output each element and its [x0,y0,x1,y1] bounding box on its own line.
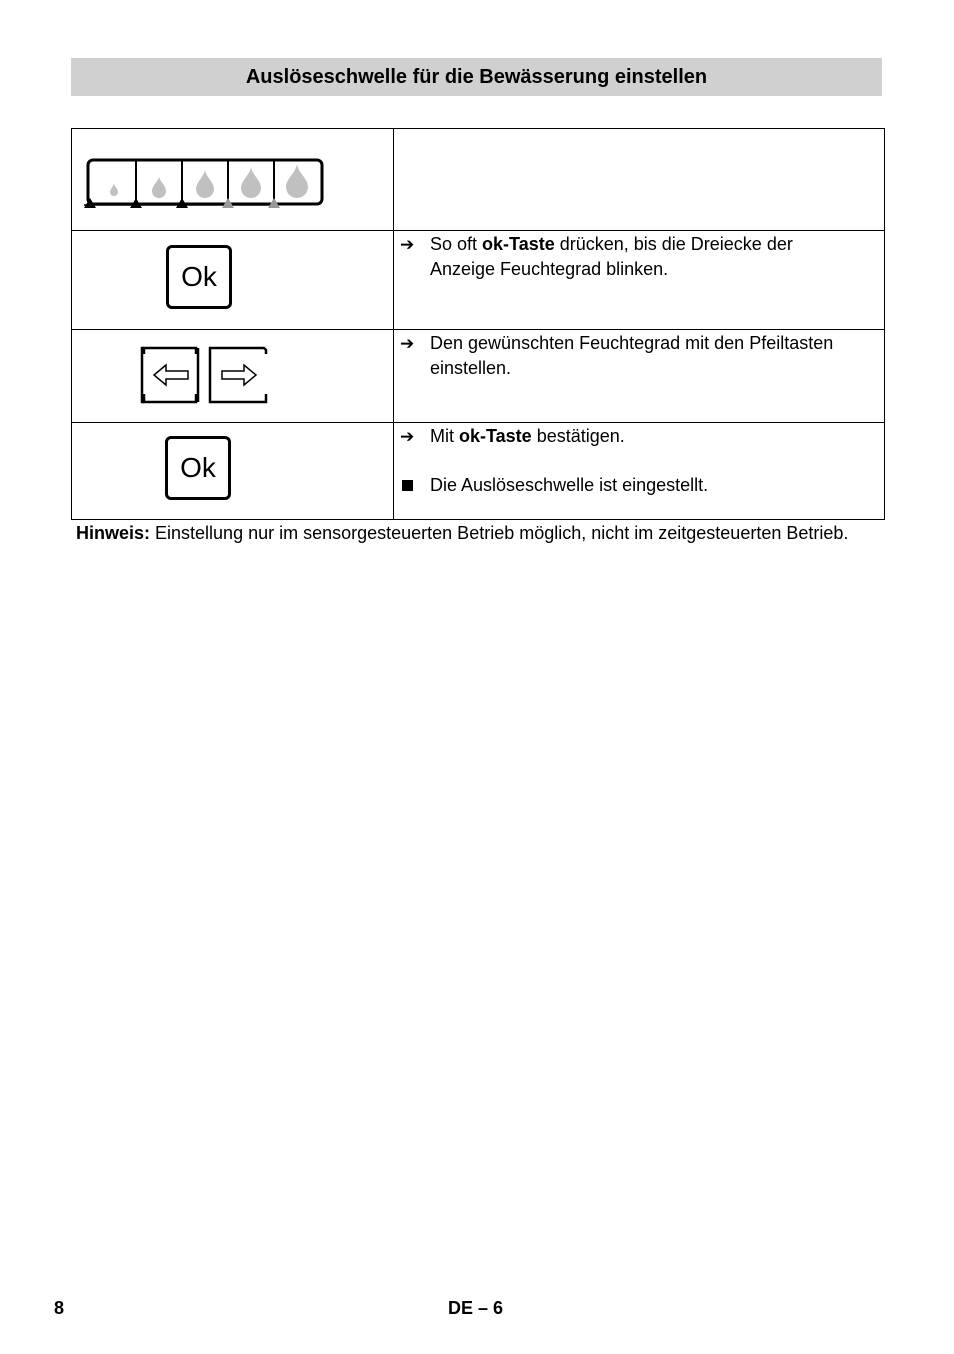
step-text: Den gewünschten Feuchtegrad mit den Pfeiltasten [430,333,834,353]
arrow-right-icon: ➔ [400,427,415,446]
step-text: Anzeige Feuchtegrad blinken. [430,259,669,279]
table-row [72,231,885,330]
section-title [71,58,882,96]
step-text: einstellen. [430,358,512,378]
step-1-cell [394,231,885,330]
note-text: Einstellung nur im sensorgesteuerten Betrieb möglich, nicht im zeitgesteuerten Betrieb. [150,523,849,543]
table-row [72,330,885,423]
step-line [394,424,884,449]
arrow-keys-cell [72,330,394,423]
ok-key-label: Ok [180,452,216,483]
display-icon-cell [72,129,394,231]
result-line [394,473,884,498]
step-line [394,257,884,282]
square-bullet-icon [402,480,413,491]
left-right-arrow-keys-icon [140,346,270,406]
step-line [394,356,884,381]
ok-icon-cell [72,231,394,330]
step-line [394,232,884,257]
note-label: Hinweis: [76,523,151,543]
step-3-cell [394,423,885,520]
moisture-level-display-icon [82,155,332,215]
section-title-text: Auslöseschwelle für die Bewässerung einstellen [245,65,708,88]
page-number: 8 [54,1298,65,1318]
page-code: DE – 6 [448,1298,504,1318]
ok-icon-cell [72,423,394,520]
step-2-cell [394,330,885,423]
ok-key-label: Ok [181,261,217,292]
arrow-right-icon: ➔ [400,235,415,254]
instruction-table [71,128,885,520]
step-text: Mit ok-Taste bestätigen. [430,426,625,446]
ok-key-icon [166,245,232,309]
step-text: So oft ok-Taste drücken, bis die Dreiecke der [430,234,793,254]
note [76,521,884,546]
arrow-right-icon: ➔ [400,334,415,353]
empty-cell [394,129,885,231]
result-text: Die Auslöseschwelle ist eingestellt. [430,475,709,495]
table-row [72,423,885,520]
step-line [394,331,884,356]
ok-key-icon [165,436,231,500]
table-row [72,129,885,231]
